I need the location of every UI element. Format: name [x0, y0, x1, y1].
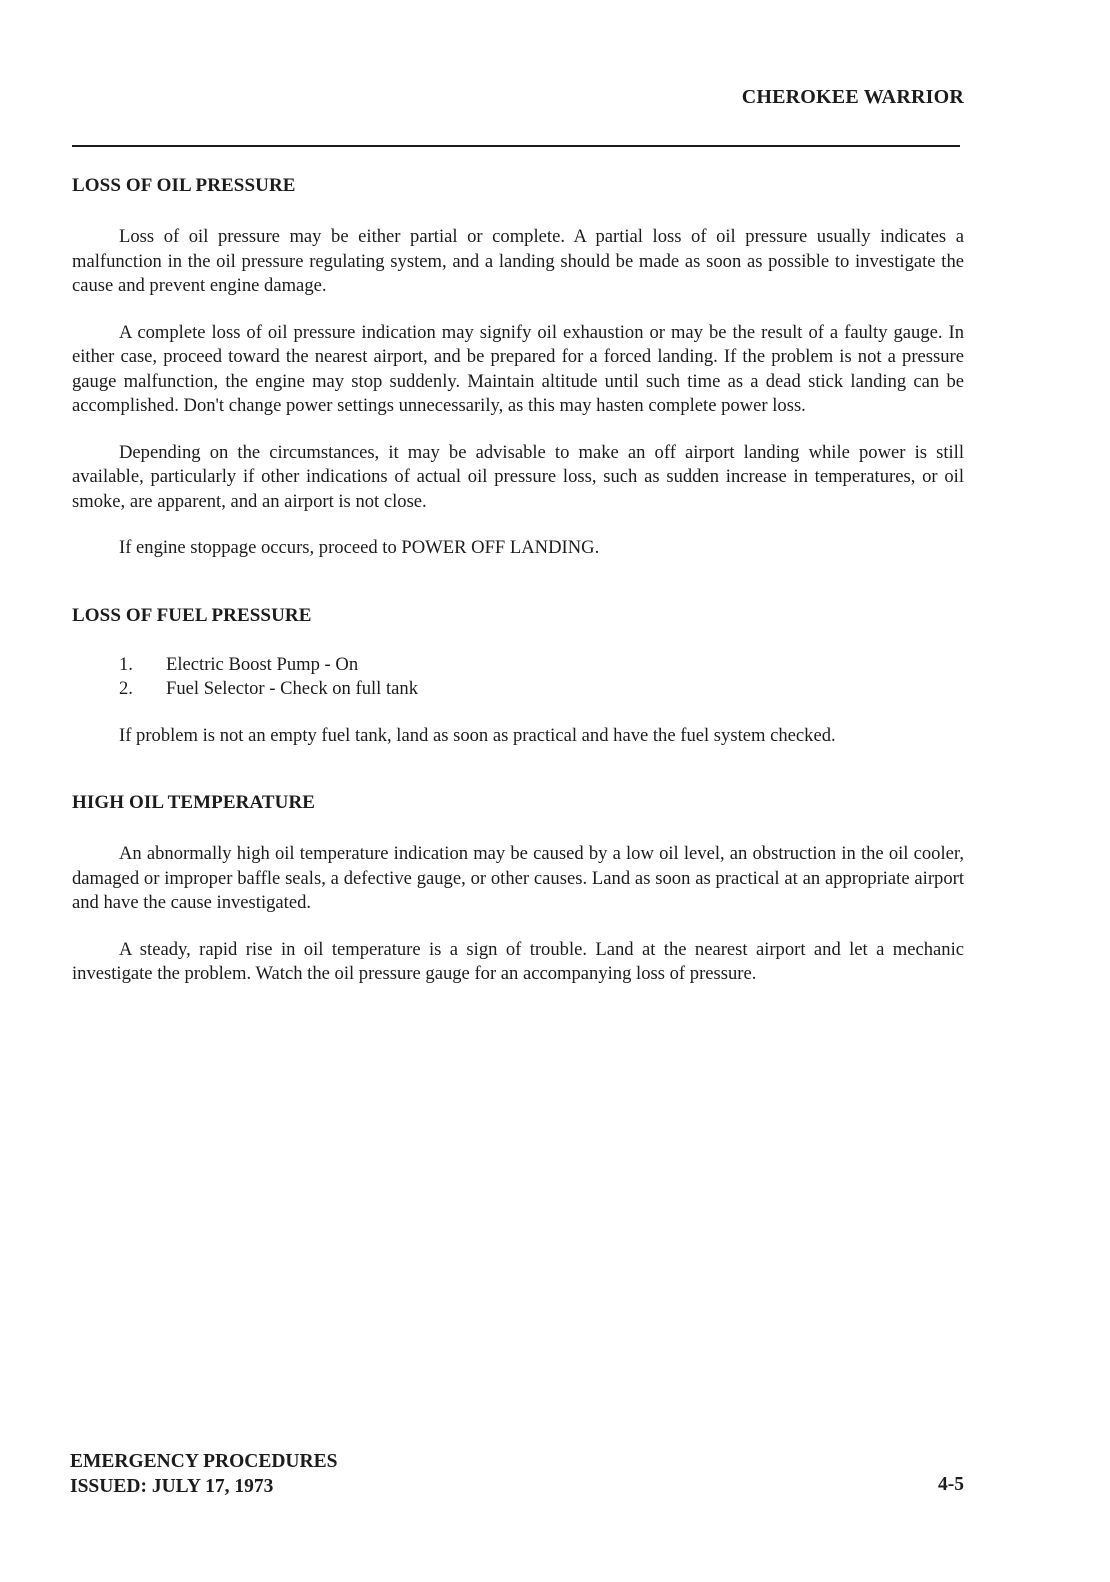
paragraph: An abnormally high oil temperature indication may be caused by a low oil level, an obstruction in the oil cooler, damaged or improper baffle seals, a defective gauge, or other causes. Land as soon as practical at an appropriate airport and have the cause investigated.	[72, 843, 964, 913]
section-heading: LOSS OF OIL PRESSURE	[72, 175, 296, 196]
header-title: CHEROKEE WARRIOR	[741, 86, 964, 108]
page-content	[72, 175, 964, 1031]
paragraph: If engine stoppage occurs, proceed to POWER OFF LANDING.	[119, 537, 600, 558]
section-loss-of-fuel-pressure	[72, 605, 964, 749]
paragraph: If problem is not an empty fuel tank, land as soon as practical and have the fuel system checked.	[119, 724, 836, 746]
checklist-item-number: 2.	[119, 678, 133, 699]
checklist-item	[72, 653, 964, 678]
paragraph: Depending on the circumstances, it may be advisable to make an off airport landing while power is still available, particularly if other indications of actual oil pressure loss, such as sudden increase in temperatures, or oil smoke, are apparent, and an airport is not close.	[72, 441, 964, 512]
checklist-item-text: Electric Boost Pump - On	[166, 653, 359, 675]
section-heading: LOSS OF FUEL PRESSURE	[72, 604, 312, 626]
header-rule	[72, 145, 960, 147]
footer-issued-date: ISSUED: JULY 17, 1973	[70, 1476, 274, 1497]
section-high-oil-temperature	[72, 792, 964, 987]
checklist-item-text: Fuel Selector - Check on full tank	[166, 678, 418, 699]
paragraph: A steady, rapid rise in oil temperature is a sign of trouble. Land at the nearest airport and let a mechanic investigate the problem. Watch the oil pressure gauge for an accompanying loss of pressure.	[72, 938, 964, 984]
footer-section-name: EMERGENCY PROCEDURES	[70, 1451, 338, 1472]
section-loss-of-oil-pressure	[72, 175, 964, 561]
checklist-item-number: 1.	[119, 653, 133, 675]
footer-info	[70, 1449, 337, 1499]
section-heading: HIGH OIL TEMPERATURE	[72, 792, 316, 813]
checklist-item	[72, 677, 964, 702]
paragraph: Loss of oil pressure may be either partial or complete. A partial loss of oil pressure usually indicates a malfunction in the oil pressure regulating system, and a landing should be made as soon as possible to investigate the cause and prevent engine damage.	[72, 226, 964, 296]
checklist	[72, 653, 964, 702]
paragraph: A complete loss of oil pressure indication may signify oil exhaustion or may be the result of a faulty gauge. In either case, proceed toward the nearest airport, and be prepared for a forced landing. If the problem is not a pressure gauge malfunction, the engine may stop suddenly. Maintain altitude until such time as a dead stick landing can be accomplished. Don't change power settings unnecessarily, as this may hasten complete power loss.	[72, 321, 964, 416]
page-number: 4-5	[938, 1474, 964, 1495]
